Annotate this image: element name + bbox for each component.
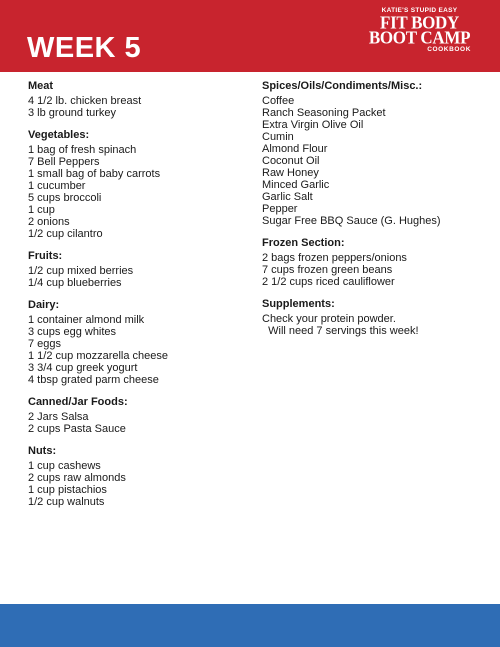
header-banner — [0, 0, 500, 72]
list-section — [28, 445, 243, 508]
section-heading: Vegetables: — [28, 129, 90, 141]
list-item: Sugar Free BBQ Sauce (G. Hughes) — [262, 215, 441, 227]
list-item: 1 cup pistachios — [28, 484, 107, 496]
list-item: 5 cups broccoli — [28, 192, 102, 204]
section-heading: Supplements: — [262, 298, 335, 310]
section-heading: Fruits: — [28, 250, 63, 262]
list-item: 1/4 cup blueberries — [28, 277, 122, 289]
brand-tagline: KATIE'S STUPID EASY — [381, 7, 458, 14]
list-section — [262, 237, 477, 288]
left-column — [28, 80, 243, 518]
list-item: 3 lb ground turkey — [28, 107, 117, 119]
list-item: 2 cups raw almonds — [28, 472, 126, 484]
list-item: Extra Virgin Olive Oil — [262, 119, 364, 131]
list-item: Ranch Seasoning Packet — [262, 107, 386, 119]
list-item: Will need 7 servings this week! — [262, 325, 419, 337]
list-item: 7 eggs — [28, 338, 62, 350]
list-section — [262, 80, 477, 227]
list-item: 1/2 cup walnuts — [28, 496, 105, 508]
list-section — [262, 298, 477, 337]
section-heading: Spices/Oils/Condiments/Misc.: — [262, 80, 423, 92]
list-section — [28, 396, 243, 435]
list-item: 1 container almond milk — [28, 314, 145, 326]
list-item: 1/2 cup mixed berries — [28, 265, 134, 277]
brand-logo — [368, 7, 471, 54]
section-heading: Meat — [28, 80, 54, 92]
list-item: 3 cups egg whites — [28, 326, 117, 338]
list-item: 7 cups frozen green beans — [262, 264, 393, 276]
section-heading: Frozen Section: — [262, 237, 345, 249]
list-item: 1 1/2 cup mozzarella cheese — [28, 350, 169, 362]
list-section — [28, 80, 243, 119]
list-section — [28, 250, 243, 289]
brand-subline: COOKBOOK — [427, 46, 471, 53]
list-item: 4 tbsp grated parm cheese — [28, 374, 159, 386]
list-item: Pepper — [262, 203, 298, 215]
list-item: 1 cup cashews — [28, 460, 101, 472]
brand-line-2: BOOT CAMP — [368, 27, 471, 48]
list-item: Coffee — [262, 95, 295, 107]
list-section — [28, 299, 243, 386]
list-item: 3 3/4 cup greek yogurt — [28, 362, 138, 374]
list-item: Almond Flour — [262, 143, 328, 155]
section-heading: Nuts: — [28, 445, 57, 457]
list-item: 1 small bag of baby carrots — [28, 168, 161, 180]
list-item: 2 cups Pasta Sauce — [28, 423, 126, 435]
list-item: 1 bag of fresh spinach — [28, 144, 137, 156]
list-item: 1 cucumber — [28, 180, 86, 192]
footer-band — [0, 604, 500, 647]
page-title: WEEK 5 — [27, 32, 142, 64]
list-item: Cumin — [262, 131, 294, 143]
right-column — [262, 80, 477, 347]
list-item: 1/2 cup cilantro — [28, 228, 103, 240]
section-heading: Dairy: — [28, 299, 60, 311]
section-heading: Canned/Jar Foods: — [28, 396, 128, 408]
list-item: 2 bags frozen peppers/onions — [262, 252, 407, 264]
list-item: Garlic Salt — [262, 191, 313, 203]
list-item: Coconut Oil — [262, 155, 320, 167]
list-item: 4 1/2 lb. chicken breast — [28, 95, 142, 107]
list-section — [28, 129, 243, 240]
list-item: Check your protein powder. — [262, 313, 396, 325]
list-item: 2 Jars Salsa — [28, 411, 89, 423]
list-item: Raw Honey — [262, 167, 319, 179]
brand-line-1: FIT BODY — [380, 12, 459, 33]
list-item: 7 Bell Peppers — [28, 156, 100, 168]
list-item: 2 1/2 cups riced cauliflower — [262, 276, 395, 288]
list-item: Minced Garlic — [262, 179, 330, 191]
list-item: 2 onions — [28, 216, 70, 228]
list-item: 1 cup — [28, 204, 55, 216]
